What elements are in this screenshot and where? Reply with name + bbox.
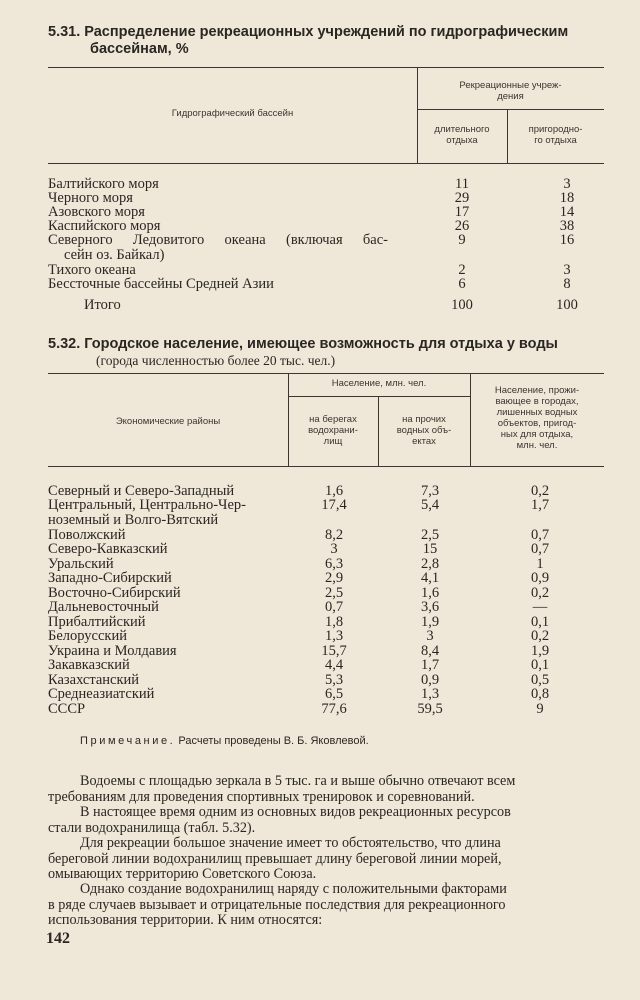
table-5-32-subtitle: (города численностью более 20 тыс. чел.) (96, 353, 336, 368)
table-5-32-title (48, 336, 608, 353)
paragraph: Для рекреации большое значение имеет то обстоятельство, что длина береговой линии водохранилищ превышает длину береговой линии морей, омывающих территорию Советского Союза. (48, 835, 502, 882)
table-number: 5.32. (48, 336, 81, 352)
note-text: Расчеты проведены В. Б. Яковлевой. (178, 735, 369, 747)
paragraph: В настоящее время одним из основных видов рекреационных ресурсов стали водохранилища (табл. 5.32). (48, 804, 511, 836)
table-5-31-title (48, 24, 608, 58)
paragraph: Водоемы с площадью зеркала в 5 тыс. га и выше обычно отвечают всем требованиям для проведения спортивных тренировок и соревнований. (48, 773, 516, 805)
table-title-line: бассейнам, % (90, 41, 189, 57)
header-bottom-rule (48, 466, 604, 467)
table-top-rule (48, 373, 604, 374)
header-reservoirs: на берегах водохрани- лищ (308, 414, 358, 447)
header-bottom-rule (48, 163, 604, 164)
header-region: Экономические районы (115, 416, 221, 427)
table-note (80, 735, 369, 747)
table-title-line: Городское население, имеющее возможность для отдыха у воды (84, 336, 558, 352)
page-number: 142 (46, 930, 70, 947)
header-group: Рекреационные учреж- дения (459, 80, 562, 102)
header-long-rest: длительного отдыха (434, 124, 490, 146)
header-other-water: на прочих водных объ- ектах (396, 414, 452, 447)
header-rule (288, 396, 470, 397)
table-title-line: Распределение рекреационных учреждений по гидрографическим (84, 24, 569, 40)
header-suburban-rest: пригородно- го отдыха (528, 124, 583, 146)
header-lacking-water: Население, прожи- вающее в городах, лишенных водных объектов, пригод- ных для отдыха, млн. чел. (494, 385, 580, 451)
book-page: 5.31. Распределение рекреационных учреждений по гидрографическим бассейнам, % Гидрографический бассейн Рекреационные учреж- дения длительного отдыха пригородно- го отдыха Балтийского моря 11 3 Черного моря 29 18 Азовского моря 17 14 Каспийского моря 26 38 Северного Ледовитого океана (включая бас- 9 16 сейн оз. Байкал) Тихого океана 2 3 Бессточные бассейны Средней Азии 6 8 Итого 100 100 5.32. Городское население, имеющее возможность для отдыха у воды (города численностью более 20 тыс. чел.) Экономические районы Население, млн. чел. на берегах водохрани- лищ на прочих водных объ- ектах Население, прожи- вающее в городах, лишенных водных объектов, пригод- ных для отдыха, млн. чел. Северный и Северо-Западный 1,6 7,3 0,2 Центральный, Центрально-Чер- 17,4 5,4 1,7 ноземный и Волго-Вятский Поволжский 8,2 2,5 0,7 Северо-Кавказский 3 15 0,7 Уральский 6,3 2,8 1 Западно-Сибирский 2,9 4,1 0,9 Восточно-Сибирский 2,5 1,6 0,2 Дальневосточный 0,7 3,6 — Прибалтийский 1,8 1,9 0,1 Белорусский 1,3 3 0,2 Украина и Молдавия 15,7 8,4 1,9 Закавказский 4,4 1,7 0,1 Казахстанский 5,3 0,9 0,5 Среднеазиатский 6,5 1,3 0,8 СССР 77,6 59,5 9 Примечание. Расчеты проведены В. Б. Яковлевой. Водоемы с площадью зеркала в 5 тыс. га и выше обычно отвечают всем требованиям для проведения спортивных тренировок и соревнований. В настоящее время одним из основных видов рекреационных ресурсов стали водохранилища (табл. 5.32). Для рекреации большое значение имеет то обстоятельство, что длина береговой линии водохранилищ превышает длину береговой линии морей, омывающих территорию Советского Союза. Однако создание водохранилищ наряду с положительными факторами в ряде случаев вызывает и отрицательные последствия для рекреационного использования территории. К ним относятся: 142 (0, 0, 640, 1000)
note-label: Примечание. (80, 735, 176, 747)
table-number: 5.31. (48, 24, 81, 40)
paragraph: Однако создание водохранилищ наряду с положительными факторами в ряде случаев вызывает и отрицательные последствия для рекреационного использования территории. К ним относятся: (48, 881, 507, 928)
header-rule (417, 109, 604, 110)
header-population-group: Население, млн. чел. (331, 378, 427, 389)
table-top-rule (48, 67, 604, 68)
header-basin: Гидрографический бассейн (171, 108, 294, 119)
